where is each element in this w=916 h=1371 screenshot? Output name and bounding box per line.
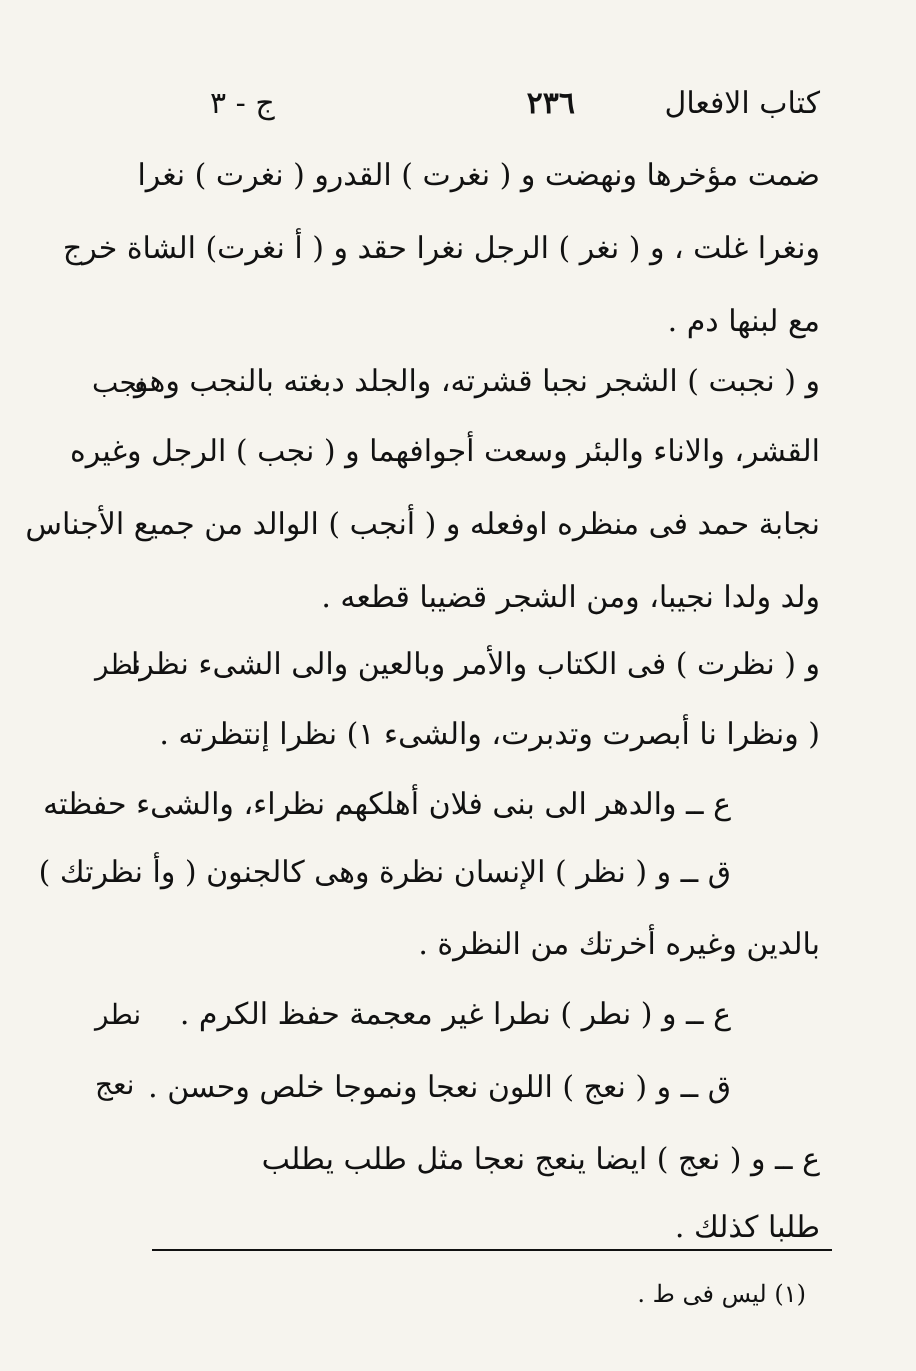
text-line: ولد ولدا نجيبا، ومن الشجر قضيبا قطعه . — [321, 580, 820, 615]
text-line: و ( نجبت ) الشجر نجبا قشرته، والجلد دبغته بالنجب وهو — [134, 364, 820, 399]
margin-root-note: نظر — [95, 648, 142, 681]
text-line: ضمت مؤخرها ونهضت و ( نغرت ) القدرو ( نغرت ) نغرا — [137, 158, 820, 193]
text-line: ق ــ و ( نعج ) اللون نعجا ونموجا خلص وحسن . — [148, 1070, 731, 1105]
text-line: القشر، والاناء والبئر وسعت أجوافهما و ( نجب ) الرجل وغيره — [70, 434, 820, 469]
text-line: ق ــ و ( نظر ) الإنسان نظرة وهى كالجنون ( وأ نظرتك ) — [38, 855, 731, 890]
margin-root-note: نجب — [92, 366, 146, 399]
text-line: ( ونظرا نا أبصرت وتدبرت، والشىء ١) نظرا إنتظرته . — [159, 717, 820, 752]
margin-root-note: نطر — [95, 998, 142, 1031]
page-header — [180, 86, 820, 136]
page-number: ٢٣٦ — [526, 86, 575, 121]
volume-label: ج - ٣ — [210, 86, 275, 121]
book-title: كتاب الافعال — [664, 86, 820, 121]
footnote: (١) ليس فى ط . — [637, 1280, 806, 1308]
margin-root-note: نعج — [95, 1068, 135, 1101]
footnote-divider — [152, 1249, 832, 1251]
text-line: ع ــ والدهر الى بنى فلان أهلكهم نظراء، والشىء حفظته — [43, 787, 731, 822]
text-line: ع ــ و ( نطر ) نطرا غير معجمة حفظ الكرم . — [179, 997, 731, 1032]
text-line: و ( نظرت ) فى الكتاب والأمر وبالعين والى الشىء نظرا — [130, 647, 820, 682]
text-line: ونغرا غلت ، و ( نغر ) الرجل نغرا حقد و ( أ نغرت) الشاة خرج — [62, 231, 820, 266]
text-line: بالدين وغيره أخرتك من النظرة . — [418, 927, 820, 962]
text-line: نجابة حمد فى منظره اوفعله و ( أنجب ) الوالد من جميع الأجناس — [25, 507, 820, 542]
text-line: طلبا كذلك . — [674, 1210, 820, 1245]
text-line: ع ــ و ( نعج ) ايضا ينعج نعجا مثل طلب يطلب — [261, 1142, 820, 1177]
text-line: مع لبنها دم . — [667, 304, 820, 339]
